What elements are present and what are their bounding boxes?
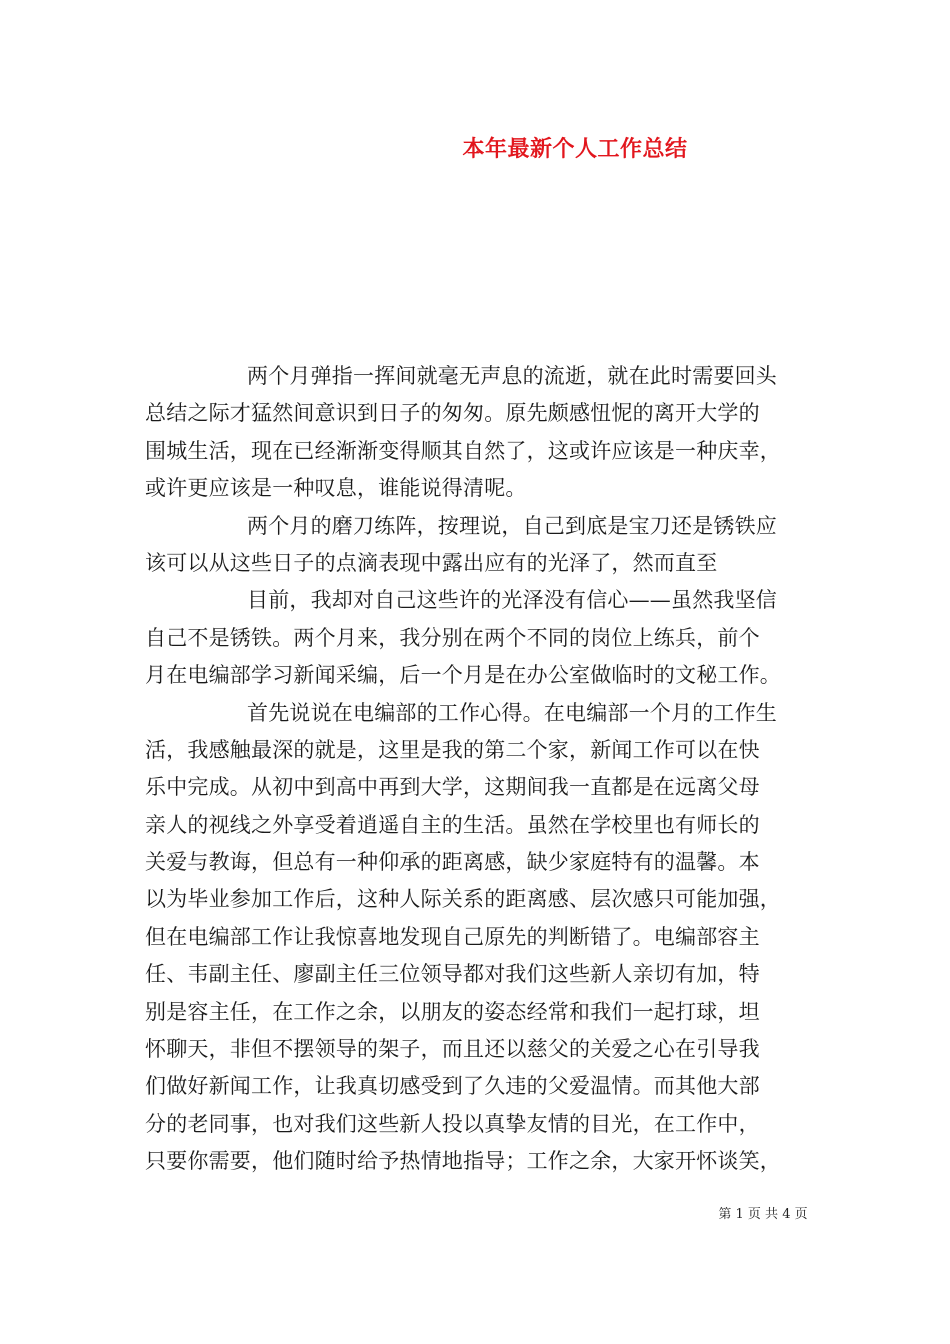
paragraph-line: 或许更应该是一种叹息，谁能说得清呢。 (145, 476, 527, 501)
paragraph-line: 活，我感触最深的就是，这里是我的第二个家，新闻工作可以在快 (145, 737, 760, 762)
paragraph-line: 以为毕业参加工作后，这种人际关系的距离感、层次感只可能加强， (145, 887, 781, 912)
paragraph-line: 两个月弹指一挥间就毫无声息的流逝，就在此时需要回头 (247, 364, 777, 388)
paragraph-line: 围城生活，现在已经渐渐变得顺其自然了，这或许应该是一种庆幸， (145, 438, 781, 463)
paragraph-line: 自己不是锈铁。两个月来，我分别在两个不同的岗位上练兵，前个 (145, 625, 760, 650)
paragraph-line: 只要你需要，他们随时给予热情地指导；工作之余，大家开怀谈笑， (145, 1149, 781, 1174)
document-title: 本年最新个人工作总结 (462, 137, 688, 162)
paragraph-line: 两个月的磨刀练阵，按理说，自己到底是宝刀还是锈铁应 (247, 513, 777, 538)
paragraph-line: 乐中完成。从初中到高中再到大学，这期间我一直都是在远离父母 (145, 775, 760, 800)
paragraph-line: 怀聊天，非但不摆领导的架子，而且还以慈父的关爱之心在引导我 (145, 1037, 760, 1062)
paragraph-line: 们做好新闻工作，让我真切感受到了久违的父爱温情。而其他大部 (145, 1074, 760, 1099)
paragraph-line: 目前，我却对自己这些许的光泽没有信心——虽然我坚信 (247, 588, 777, 613)
paragraph-line: 任、韦副主任、廖副主任三位领导都对我们这些新人亲切有加，特 (145, 962, 760, 987)
paragraph-line: 别是容主任，在工作之余，以朋友的姿态经常和我们一起打球，坦 (145, 999, 760, 1024)
paragraph-line: 但在电编部工作让我惊喜地发现自己原先的判断错了。电编部容主 (145, 924, 760, 949)
paragraph-line: 总结之际才猛然间意识到日子的匆匆。原先颇感忸怩的离开大学的 (145, 401, 760, 426)
document-body (145, 358, 815, 1181)
paragraph-line: 首先说说在电编部的工作心得。在电编部一个月的工作生 (247, 700, 777, 725)
paragraph-line: 分的老同事，也对我们这些新人投以真挚友情的目光，在工作中， (145, 1111, 760, 1136)
page-number-footer: 第 1 页 共 4 页 (718, 1207, 808, 1222)
paragraph-line: 亲人的视线之外享受着逍遥自主的生活。虽然在学校里也有师长的 (145, 812, 760, 837)
paragraph-line: 关爱与教诲，但总有一种仰承的距离感，缺少家庭特有的温馨。本 (145, 850, 760, 875)
paragraph-line: 该可以从这些日子的点滴表现中露出应有的光泽了，然而直至 (145, 550, 718, 575)
paragraph-line: 月在电编部学习新闻采编，后一个月是在办公室做临时的文秘工作。 (145, 663, 781, 688)
